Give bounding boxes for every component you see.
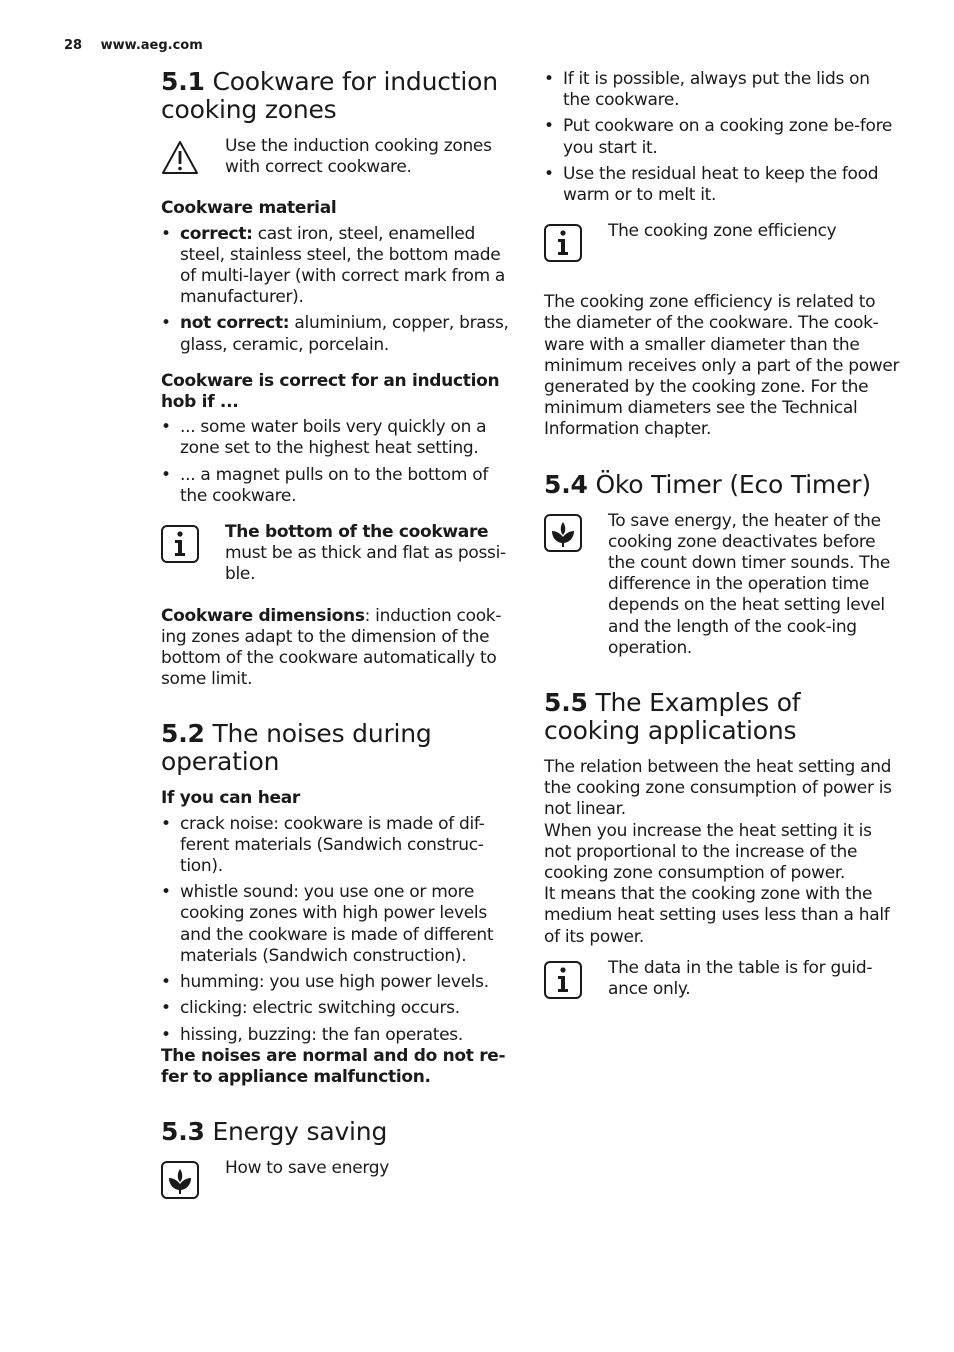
- left-column: [161, 68, 517, 1199]
- section-title: The noises during operation: [161, 719, 432, 777]
- warning-text: Use the induction cooking zones with correct cookware.: [225, 136, 492, 178]
- eco-note-text: How to save energy: [225, 1158, 389, 1179]
- section-title: Öko Timer (Eco Timer): [595, 469, 871, 499]
- eco-note: [544, 511, 900, 659]
- section-number: 5.4: [544, 469, 588, 499]
- section-5-2-heading: [161, 720, 517, 776]
- warning-triangle-icon: [161, 139, 199, 177]
- eco-leaf-icon: [544, 514, 582, 552]
- warning-note: [161, 136, 517, 178]
- noises-list: [161, 814, 517, 1046]
- paragraph: It means that the cooking zone with the medium heat setting uses less than a half of its power.: [544, 884, 890, 947]
- info-text: The bottom of the cookware must be as thick and flat as possi-ble.: [225, 522, 506, 585]
- eco-timer-text: To save energy, the heater of the cooking zone deactivates before the count down timer sounds. The difference in the operation time depends on the heat setting level and the length of the cook-ing operation.: [608, 510, 891, 658]
- section-number: 5.2: [161, 719, 205, 749]
- list-item: • If it is possible, always put the lids on the cookware.: [544, 69, 900, 111]
- paragraph: The relation between the heat setting and the cooking zone consumption of power is not linear.: [544, 757, 892, 820]
- eco-leaf-icon: [161, 1161, 199, 1199]
- list-item: • ... some water boils very quickly on a zone set to the highest heat setting.: [161, 417, 517, 459]
- section-5-4-heading: [544, 471, 900, 499]
- list-item: • correct: cast iron, steel, enamelled steel, stainless steel, the bottom made of multi-layer (with correct mark from a manufacturer).: [161, 224, 517, 309]
- eco-note: [161, 1158, 517, 1199]
- section-5-5-heading: [544, 689, 900, 745]
- list-item: • crack noise: cookware is made of dif-ferent materials (Sandwich construc-tion).: [161, 814, 517, 878]
- cookware-material-heading: Cookware material: [161, 198, 337, 219]
- list-item: • whistle sound: you use one or more cooking zones with high power levels and the cookware is made of different materials (Sandwich construction).: [161, 882, 517, 967]
- section-5-1-heading: [161, 68, 517, 124]
- section-title: The Examples of cooking applications: [544, 688, 801, 746]
- page-number: 28: [64, 38, 83, 53]
- website-url: www.aeg.com: [100, 38, 203, 53]
- list-item: • Put cookware on a cooking zone be-fore you start it.: [544, 116, 900, 158]
- info-text: The cooking zone efficiency: [608, 221, 837, 242]
- info-text: The data in the table is for guid-ance only.: [608, 957, 873, 1000]
- section-number: 5.3: [161, 1117, 205, 1147]
- list-item: • clicking: electric switching occurs.: [161, 998, 517, 1019]
- energy-saving-list: [544, 69, 900, 206]
- info-i-icon: [161, 525, 199, 563]
- noises-conclusion: The noises are normal and do not re-fer to appliance malfunction.: [161, 1045, 506, 1087]
- info-note: [544, 221, 900, 262]
- section-title: Energy saving: [212, 1117, 388, 1147]
- page-header: [64, 38, 203, 53]
- efficiency-text: The cooking zone efficiency is related to the diameter of the cookware. The cook-ware with a smaller diameter than the minimum receives only a part of the power generated by the cooking zone. For the minimum diameters see the Technical Information chapter.: [544, 292, 900, 440]
- cookware-dimensions-text: Cookware dimensions: induction cook-ing zones adapt to the dimension of the bottom of the cookware automatically to some limit.: [161, 605, 502, 690]
- list-item: • not correct: aluminium, copper, brass, glass, ceramic, porcelain.: [161, 313, 517, 355]
- cookware-material-list: [161, 224, 517, 356]
- info-note: [161, 522, 517, 586]
- if-you-can-hear-heading: If you can hear: [161, 788, 300, 809]
- section-number: 5.5: [544, 688, 588, 718]
- info-i-icon: [544, 224, 582, 262]
- list-item: • Use the residual heat to keep the food warm or to melt it.: [544, 164, 900, 206]
- list-item: • humming: you use high power levels.: [161, 972, 517, 993]
- info-note: [544, 958, 900, 1000]
- right-column: [544, 69, 900, 1000]
- section-5-3-heading: [161, 1118, 517, 1146]
- section-title: Cookware for induction cooking zones: [161, 67, 498, 124]
- paragraph: When you increase the heat setting it is not proportional to the increase of the cooking zone consumption of power.: [544, 820, 872, 884]
- correct-if-list: [161, 417, 517, 507]
- section-number: 5.1: [161, 67, 205, 96]
- correct-if-heading: Cookware is correct for an induction hob if ...: [161, 370, 500, 413]
- list-item: • hissing, buzzing: the fan operates.: [161, 1025, 517, 1046]
- list-item: • ... a magnet pulls on to the bottom of the cookware.: [161, 465, 517, 507]
- info-i-icon: [544, 961, 582, 999]
